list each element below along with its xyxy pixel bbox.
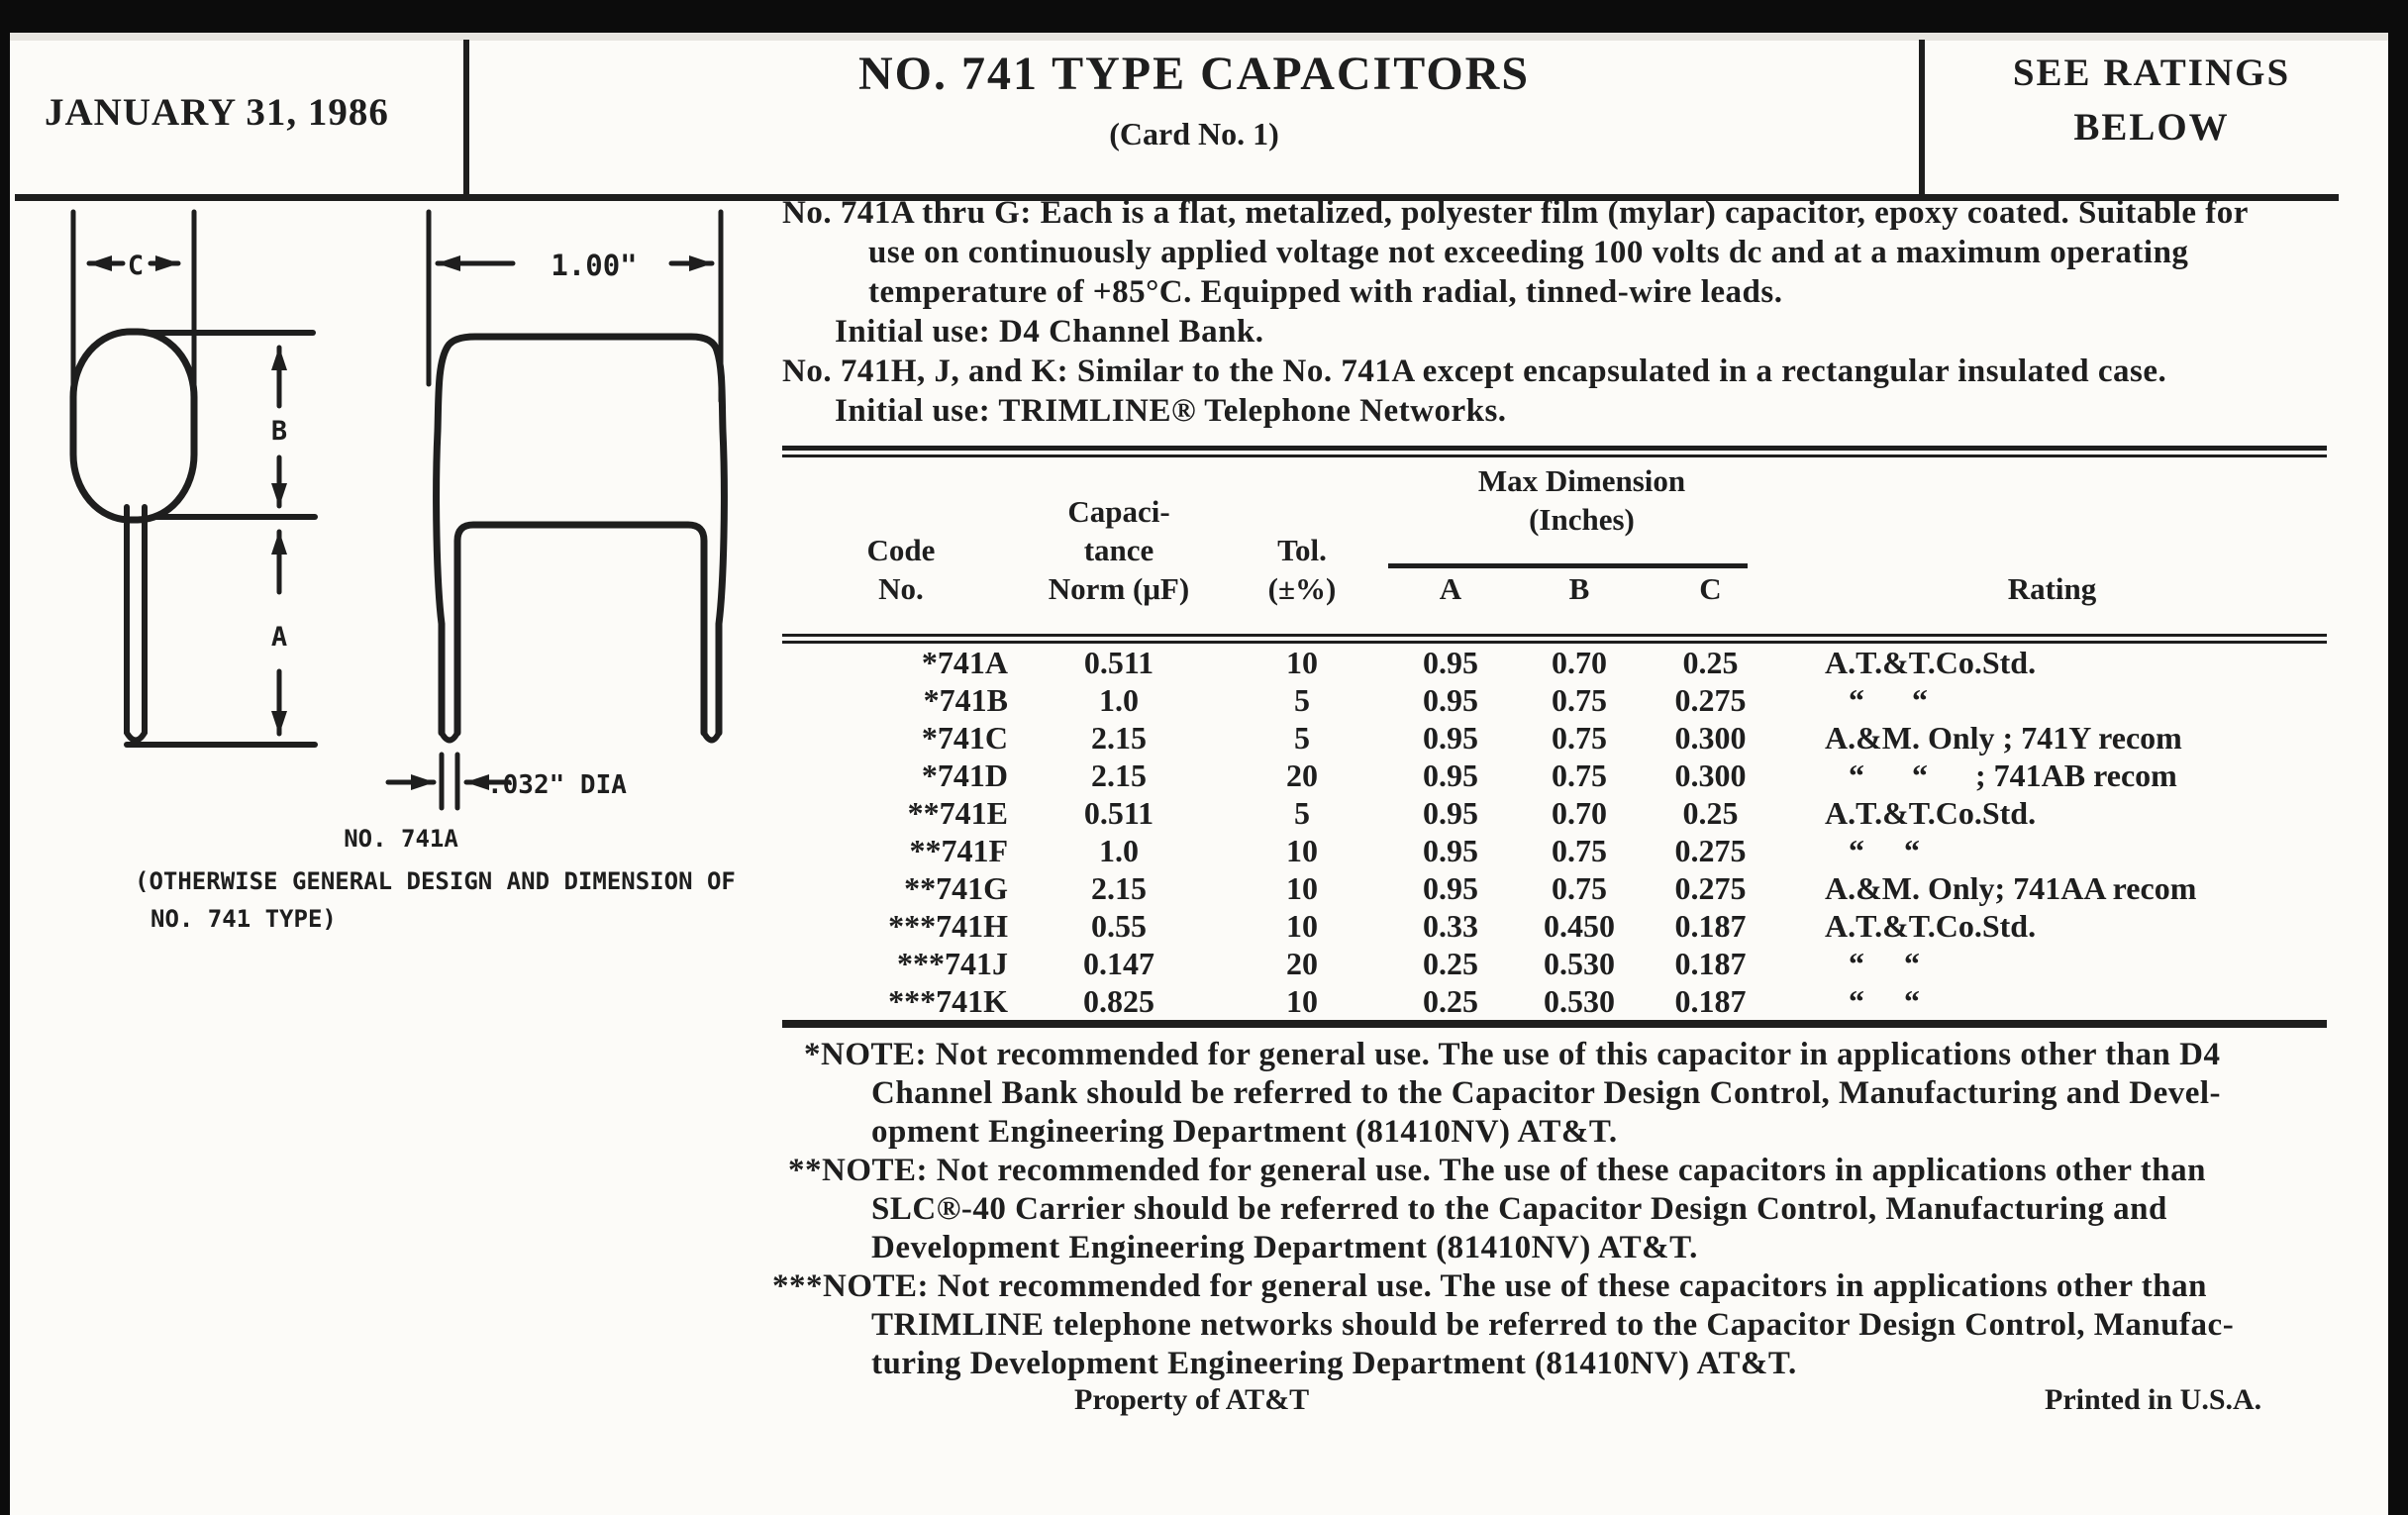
cell-dim-a: 0.95 [1423, 833, 1478, 868]
cell-capacitance: 1.0 [1099, 833, 1139, 868]
note-first-line: ***NOTE: Not recommended for general use. The use of these capacitors in applications other than [772, 1268, 2207, 1304]
cell-tolerance: 10 [1286, 645, 1318, 680]
capacitor-front-lead-right [704, 733, 719, 741]
note-line: SLC®-40 Carrier should be referred to the Capacitor Design Control, Manufacturing and [871, 1191, 2167, 1227]
note-line: Channel Bank should be referred to the Capacitor Design Control, Manufacturing and Devel- [871, 1075, 2222, 1111]
table-row [782, 719, 2327, 757]
cell-rating: A.T.&T.Co.Std. [1825, 645, 2037, 680]
cell-dim-b: 0.75 [1552, 758, 1607, 793]
cell-tolerance: 20 [1286, 946, 1318, 981]
cell-dim-b: 0.530 [1544, 946, 1615, 981]
cell-dim-c: 0.187 [1674, 983, 1747, 1019]
col-header-rating [1777, 569, 2327, 634]
table-body [782, 644, 2327, 1020]
cell-tolerance: 10 [1286, 908, 1318, 944]
cell-dim-c: 0.25 [1682, 795, 1739, 831]
cell-dim-b: 0.70 [1552, 795, 1607, 831]
max-dimension-units: (Inches) [1529, 502, 1635, 537]
cell-code: *741A [921, 645, 1008, 680]
cell-code: ***741H [888, 908, 1008, 944]
cell-code: *741C [921, 720, 1008, 756]
col-header-dim-b: B [1568, 571, 1590, 606]
diagram-caption-line3: NO. 741 TYPE) [150, 905, 337, 933]
cell-tolerance: 10 [1286, 983, 1318, 1019]
note-line: opment Engineering Department (81410NV) AT&T. [871, 1114, 1618, 1150]
description-line: use on continuously applied voltage not exceeding 100 volts dc and at a maximum operating [868, 235, 2189, 270]
cell-rating: A.&M. Only ; 741Y recom [1825, 720, 2182, 756]
cell-dim-c: 0.300 [1674, 758, 1747, 793]
description [782, 193, 2366, 431]
capacitor-side-view [73, 332, 194, 520]
dimension-subheaders [1386, 569, 1777, 608]
cell-capacitance: 2.15 [1091, 720, 1147, 756]
col-header-max-dimension [1386, 461, 1777, 634]
table-row [782, 794, 2327, 832]
dim-label-c: C [127, 251, 145, 281]
cell-rating: “ “ [1825, 946, 1920, 981]
ratings-note-line2: BELOW [2073, 106, 2230, 149]
dim-label-lead-dia: .032" DIA [487, 770, 627, 800]
paper [10, 33, 2388, 1515]
capacitor-front-lead-left [442, 733, 457, 741]
cell-code: *741D [921, 758, 1008, 793]
note-first-line: *NOTE: Not recommended for general use. The use of this capacitor in applications other than D4 [804, 1037, 2221, 1072]
cell-capacitance: 0.825 [1083, 983, 1154, 1019]
col-header-code [782, 531, 1020, 634]
cell-dim-a: 0.95 [1423, 720, 1478, 756]
note-first-line: **NOTE: Not recommended for general use. The use of these capacitors in applications other than [788, 1153, 2206, 1188]
cell-capacitance: 0.511 [1083, 645, 1154, 680]
dim-label-a: A [270, 622, 288, 653]
cell-capacitance: 0.147 [1083, 946, 1154, 981]
max-dimension-label: Max Dimension [1477, 463, 1686, 498]
cell-rating: A.T.&T.Co.Std. [1825, 908, 2037, 944]
note-line: Development Engineering Department (81410NV) AT&T. [871, 1230, 1698, 1265]
capacitor-front-view [437, 337, 725, 733]
table-rule-header [782, 634, 2327, 644]
cell-capacitance: 1.0 [1099, 682, 1139, 718]
cell-code: **741E [907, 795, 1008, 831]
col-header-code-line1: Code [866, 533, 936, 567]
cell-rating: A.T.&T.Co.Std. [1825, 795, 2037, 831]
cell-dim-c: 0.187 [1674, 908, 1747, 944]
table-row [782, 681, 2327, 719]
description-line: No. 741H, J, and K: Similar to the No. 741A except encapsulated in a rectangular insulated case. [782, 354, 2167, 389]
cell-code: *741B [923, 682, 1008, 718]
cell-rating: “ “ [1825, 983, 1920, 1019]
issue-date: JANUARY 31, 1986 [45, 91, 389, 134]
col-header-capacitance [1020, 492, 1218, 634]
cell-dim-a: 0.95 [1423, 870, 1478, 906]
table-row [782, 644, 2327, 681]
cell-tolerance: 10 [1286, 833, 1318, 868]
table-row [782, 757, 2327, 794]
cell-dim-b: 0.70 [1552, 645, 1607, 680]
cell-dim-b: 0.75 [1552, 870, 1607, 906]
dim-label-width: 1.00" [551, 249, 638, 282]
cell-dim-c: 0.25 [1682, 645, 1739, 680]
cell-dim-c: 0.300 [1674, 720, 1747, 756]
col-header-tolerance [1218, 531, 1386, 634]
capacitor-diagram [40, 198, 782, 970]
cell-rating: “ “ [1825, 833, 1920, 868]
cell-dim-a: 0.33 [1423, 908, 1478, 944]
cell-rating: “ “ ; 741AB recom [1825, 758, 2177, 793]
table-rule-top [782, 446, 2327, 457]
cell-tolerance: 5 [1294, 682, 1310, 718]
cell-dim-a: 0.95 [1423, 682, 1478, 718]
cell-dim-a: 0.95 [1423, 795, 1478, 831]
footer-printed: Printed in U.S.A. [2045, 1383, 2262, 1416]
cell-dim-b: 0.75 [1552, 682, 1607, 718]
description-line: No. 741A thru G: Each is a flat, metalized, polyester film (mylar) capacitor, epoxy coated. Suitable for [782, 195, 2249, 231]
cell-rating: “ “ [1825, 682, 1928, 718]
table-row [782, 945, 2327, 982]
cell-capacitance: 2.15 [1091, 870, 1147, 906]
table-header [782, 457, 2327, 634]
note-line: TRIMLINE telephone networks should be referred to the Capacitor Design Control, Manufac- [871, 1307, 2235, 1343]
cell-code: ***741J [897, 946, 1008, 981]
cell-dim-a: 0.95 [1423, 758, 1478, 793]
cell-capacitance: 0.55 [1091, 908, 1147, 944]
table-row [782, 907, 2327, 945]
table-row [782, 869, 2327, 907]
card-number: (Card No. 1) [1109, 116, 1279, 152]
cell-dim-a: 0.95 [1423, 645, 1478, 680]
cell-rating: A.&M. Only; 741AA recom [1825, 870, 2197, 906]
description-line: Initial use: TRIMLINE® Telephone Networks. [835, 393, 1507, 429]
table-row [782, 982, 2327, 1020]
col-header-cap-line2: tance [1083, 533, 1154, 567]
cell-dim-c: 0.187 [1674, 946, 1747, 981]
cell-code: **741F [909, 833, 1008, 868]
cell-capacitance: 2.15 [1091, 758, 1147, 793]
cell-code: ***741K [888, 983, 1008, 1019]
col-header-tol-line1: Tol. [1277, 533, 1327, 567]
capacitor-side-lead [127, 507, 145, 741]
cell-dim-b: 0.530 [1544, 983, 1615, 1019]
cell-dim-b: 0.450 [1544, 908, 1615, 944]
diagram-caption-line2: (OTHERWISE GENERAL DESIGN AND DIMENSION OF [135, 867, 736, 895]
cell-tolerance: 20 [1286, 758, 1318, 793]
col-header-dim-a: A [1439, 571, 1462, 606]
col-header-rating-label: Rating [2007, 571, 2097, 606]
table-rule-bottom [782, 1020, 2327, 1028]
cell-tolerance: 10 [1286, 870, 1318, 906]
col-header-code-line2: No. [878, 571, 924, 606]
table-row [782, 832, 2327, 869]
footer-property: Property of AT&T [1074, 1383, 1310, 1416]
dim-label-b: B [270, 416, 288, 447]
diagram-caption-title: NO. 741A [344, 825, 458, 853]
cell-dim-a: 0.25 [1423, 946, 1478, 981]
col-header-tol-line2: (±%) [1267, 571, 1337, 606]
scan-shade [10, 33, 2388, 41]
notes [772, 1036, 2376, 1383]
cell-dim-b: 0.75 [1552, 720, 1607, 756]
cell-tolerance: 5 [1294, 720, 1310, 756]
cell-code: **741G [904, 870, 1008, 906]
max-dimension-underline [1388, 563, 1748, 568]
ratings-table [782, 446, 2327, 1028]
cell-dim-b: 0.75 [1552, 833, 1607, 868]
cell-dim-c: 0.275 [1674, 870, 1747, 906]
description-line: Initial use: D4 Channel Bank. [835, 314, 1264, 350]
cell-capacitance: 0.511 [1083, 795, 1154, 831]
page-title: NO. 741 TYPE CAPACITORS [857, 48, 1531, 100]
cell-dim-a: 0.25 [1423, 983, 1478, 1019]
col-header-cap-line1: Capaci- [1067, 494, 1170, 529]
description-line: temperature of +85°C. Equipped with radial, tinned-wire leads. [868, 274, 1783, 310]
cell-tolerance: 5 [1294, 795, 1310, 831]
ratings-note-line1: SEE RATINGS [2012, 51, 2291, 94]
col-header-dim-c: C [1699, 571, 1722, 606]
cell-dim-c: 0.275 [1674, 833, 1747, 868]
cell-dim-c: 0.275 [1674, 682, 1747, 718]
col-header-cap-line3: Norm (μF) [1048, 571, 1190, 606]
note-line: turing Development Engineering Department (81410NV) AT&T. [871, 1346, 1797, 1381]
